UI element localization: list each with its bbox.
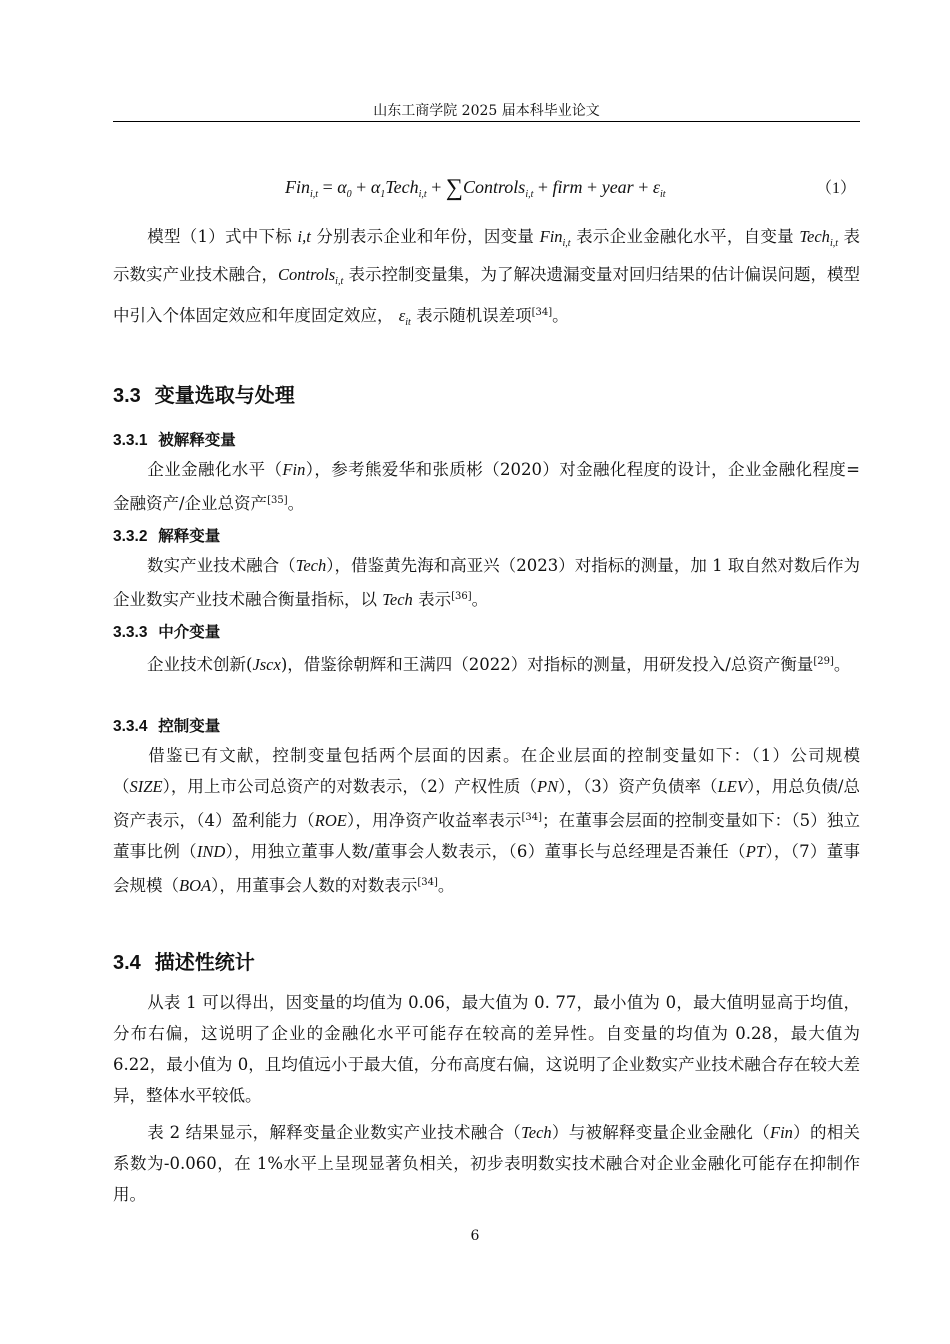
paragraph-explanatory-variable: 数实产业技术融合（Tech），借鉴黄先海和高亚兴（2023）对指标的测量，加 1 取自然对数后作为企业数实产业技术融合衡量指标，以 Tech 表示[36]。 <box>113 556 860 609</box>
paragraph-descriptive-stats: 从表 1 可以得出，因变量的均值为 0.06，最大值为 0. 77，最小值为 0，最大值明显高于均值，分布右偏，这说明了企业的金融化水平可能存在较高的差异性。自变量的均值为 0.28，最大值为 6.22，最小值为 0，且均值远小于最大值，分布高度右偏，这说明了企业数实产业技术融合存在较大差异，整体水平较低。 <box>113 993 860 1105</box>
section-heading-3-4: 3.4 描述性统计 <box>113 950 255 974</box>
paragraph-dependent-variable: 企业金融化水平（Fin），参考熊爱华和张质彬（2020）对金融化程度的设计，企业金融化程度=金融资产/企业总资产[35]。 <box>113 460 860 513</box>
subsection-heading-3-3-2: 3.3.2 解释变量 <box>113 527 221 545</box>
subsection-heading-3-3-1: 3.3.1 被解释变量 <box>113 431 236 449</box>
equation-body: $Fin_{i,t} = \alpha_0$ + $\alpha_1Tech_{i,t}$ + ∑Controls$_{i,t}$ + firm + year + $\varepsilon_{it}$ <box>285 175 666 201</box>
paragraph-correlation: 表 2 结果显示，解释变量企业数实产业技术融合（Tech）与被解释变量企业金融化（Fin）的相关系数为-0.060，在 1%水平上呈现显著负相关，初步表明数实技术融合对企业金融化可能存在抑制作用。 <box>113 1123 861 1204</box>
equation-lhs: Fin <box>285 177 310 197</box>
page-number: 6 <box>470 1228 480 1244</box>
paragraph-mediating-variable: 企业技术创新(Jscx)，借鉴徐朝辉和王满四（2022）对指标的测量，用研发投入/总资产衡量[29]。 <box>147 655 851 674</box>
subsection-heading-3-3-3: 3.3.3 中介变量 <box>113 623 221 641</box>
header-rule <box>113 121 860 122</box>
regression-equation <box>113 175 860 201</box>
model-description: 模型（1）式中下标 i,t 分别表示企业和年份，因变量 Fin$_{i,t}$ 表示企业金融化水平，自变量 Tech$_{i,t}$ 表示数实产业技术融合，Controls$_{i,t}$ 表示控制变量集，为了解决遗漏变量对回归结果的估计偏误问题，模型中引入个体固定效应和年度固定效应， $\varepsilon_{it}$ 表示随机误差项[34]。 <box>113 227 861 328</box>
paragraph-control-variables: 借鉴已有文献，控制变量包括两个层面的因素。在企业层面的控制变量如下：（1）公司规模（SIZE），用上市公司总资产的对数表示，（2）产权性质（PN），（3）资产负债率（LEV），用总负债/总资产表示，（4）盈利能力（ROE），用净资产收益率表示[34]；在董事会层面的控制变量如下：（5）独立董事比例（IND），用独立董事人数/董事会人数表示，（6）董事长与总经理是否兼任（PT），（7）董事会规模（BOA），用董事会人数的对数表示[34]。 <box>113 746 861 895</box>
section-heading-3-3: 3.3 变量选取与处理 <box>113 383 295 407</box>
equation-number: （1） <box>815 180 856 197</box>
subsection-heading-3-3-4: 3.3.4 控制变量 <box>113 717 221 735</box>
running-header: 山东工商学院 2025 届本科毕业论文 <box>373 103 600 119</box>
